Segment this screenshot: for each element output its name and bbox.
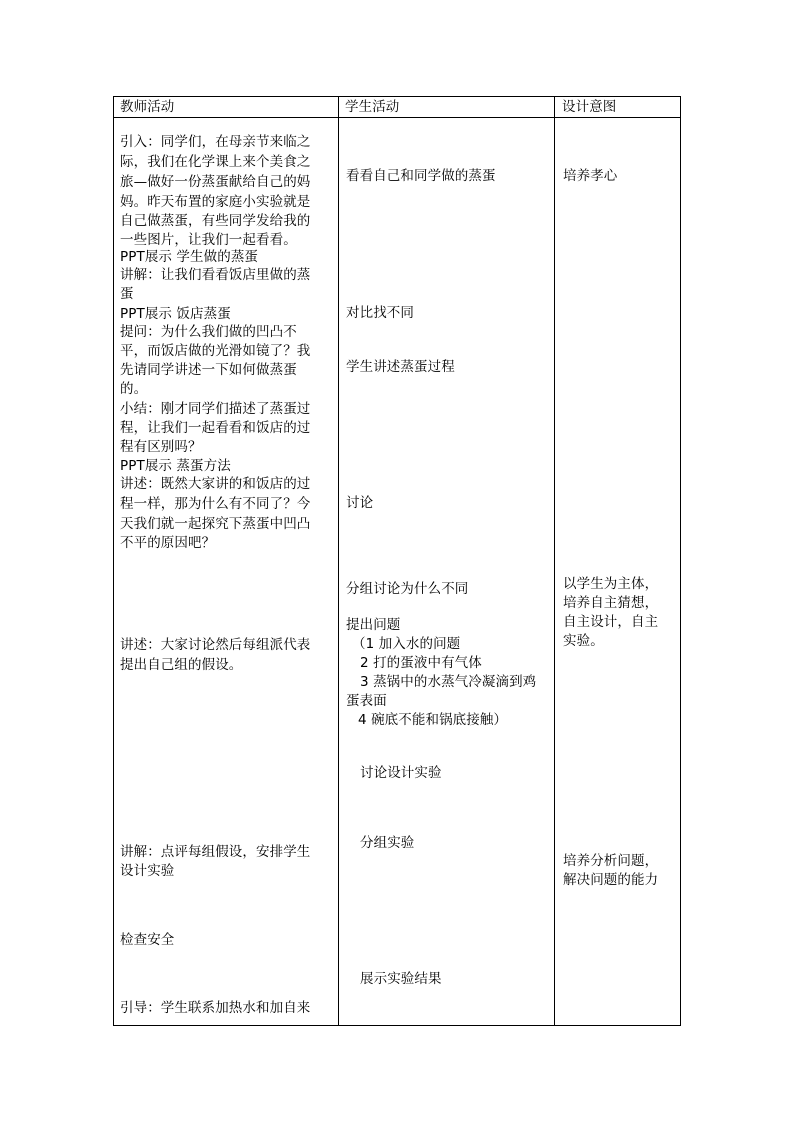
student-line: 讨论设计实验 (360, 765, 442, 781)
student-line: （1 加入水的问题 (352, 636, 461, 652)
column-divider (338, 97, 339, 1025)
teacher-line: 讲解：让我们看看饭店里做的蒸 (120, 267, 311, 283)
teacher-line: 小结：刚才同学们描述了蒸蛋过 (120, 401, 311, 417)
column-divider (554, 97, 555, 1025)
teacher-line: 际，我们在化学课上来个美食之 (120, 154, 311, 170)
student-line: 看看自己和同学做的蒸蛋 (346, 168, 496, 184)
intent-line: 实验。 (563, 633, 604, 649)
teacher-line: 讲述：既然大家讲的和饭店的过 (120, 476, 311, 492)
student-line: 4 碗底不能和锅底接触） (358, 712, 508, 728)
teacher-line: PPT展示 学生做的蒸蛋 (120, 249, 259, 265)
teacher-line: 程，让我们一起看看和饭店的过 (120, 420, 311, 436)
student-line: 分组讨论为什么不同 (346, 581, 469, 597)
teacher-line: 先请同学讲述一下如何做蒸蛋 (120, 362, 297, 378)
teacher-line: PPT展示 饭店蒸蛋 (120, 306, 231, 322)
teacher-line: 检查安全 (120, 932, 175, 948)
teacher-line: 提出自己组的假设。 (120, 657, 243, 673)
intent-line: 自主设计，自主 (563, 614, 659, 630)
teacher-line: 程有区别吗？ (120, 439, 202, 455)
teacher-line: 自己做蒸蛋，有些同学发给我的 (120, 213, 311, 229)
student-line: 分组实验 (360, 835, 415, 851)
teacher-line: 的。 (120, 381, 148, 397)
teacher-line: 讲解：点评每组假设，安排学生 (120, 844, 311, 860)
teacher-line: 一些图片，让我们一起看看。 (120, 232, 297, 248)
lesson-plan-table (113, 96, 681, 1026)
teacher-line: 引导：学生联系加热水和加自来 (120, 1000, 311, 1016)
header-teacher-activity: 教师活动 (120, 99, 175, 115)
teacher-line: 天我们就一起探究下蒸蛋中凹凸 (120, 516, 311, 532)
teacher-line: 旅—做好一份蒸蛋献给自己的妈 (120, 174, 311, 190)
student-line: 展示实验结果 (360, 971, 442, 987)
header-design-intent: 设计意图 (562, 99, 617, 115)
student-line: 蛋表面 (346, 693, 387, 709)
intent-line: 培养孝心 (563, 168, 618, 184)
teacher-line: 提问：为什么我们做的凹凸不 (120, 324, 297, 340)
student-line: 提出问题 (346, 617, 401, 633)
teacher-line: 引入：同学们，在母亲节来临之 (120, 134, 311, 150)
student-line: 2 打的蛋液中有气体 (360, 655, 482, 671)
teacher-line: PPT展示 蒸蛋方法 (120, 458, 231, 474)
student-line: 对比找不同 (346, 305, 414, 321)
intent-line: 解决问题的能力 (563, 872, 659, 888)
intent-line: 培养自主猜想， (563, 595, 659, 611)
intent-line: 以学生为主体， (563, 576, 659, 592)
student-line: 3 蒸锅中的水蒸气冷凝滴到鸡 (360, 674, 537, 690)
teacher-line: 讲述：大家讨论然后每组派代表 (120, 637, 311, 653)
intent-line: 培养分析问题， (563, 853, 659, 869)
teacher-line: 设计实验 (120, 863, 175, 879)
header-student-activity: 学生活动 (345, 99, 400, 115)
teacher-line: 平，而饭店做的光滑如镜了？我 (120, 343, 311, 359)
teacher-line: 程一样，那为什么有不同了？今 (120, 496, 311, 512)
student-line: 学生讲述蒸蛋过程 (346, 359, 455, 375)
teacher-line: 不平的原因吧？ (120, 535, 216, 551)
header-divider (114, 117, 680, 118)
teacher-line: 蛋 (120, 286, 134, 302)
student-line: 讨论 (346, 495, 374, 511)
teacher-line: 妈。昨天布置的家庭小实验就是 (120, 194, 311, 210)
